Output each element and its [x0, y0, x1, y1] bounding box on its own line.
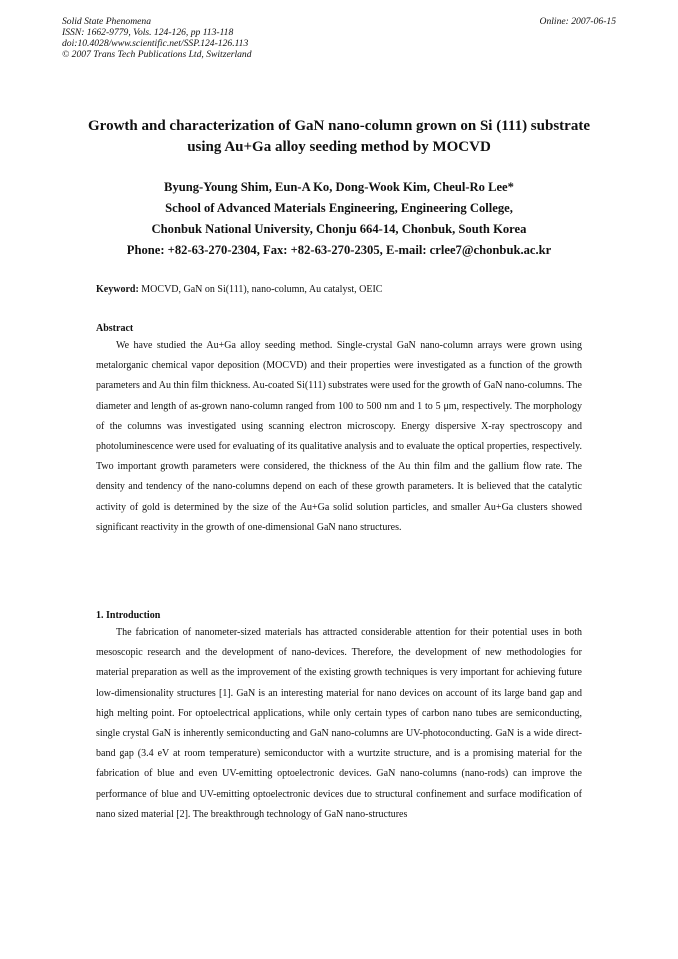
affiliation-line-1: School of Advanced Materials Engineering, Engineering College,: [165, 201, 513, 215]
doi-line[interactable]: doi:10.4028/www.scientific.net/SSP.124-126.113: [62, 38, 249, 49]
running-header: [62, 16, 616, 60]
abstract-heading: Abstract: [96, 323, 134, 334]
affiliation-line-2: Chonbuk National University, Chonju 664-14, Chonbuk, South Korea: [151, 222, 527, 236]
introduction-section: [96, 609, 582, 825]
online-date: Online: 2007-06-15: [539, 16, 616, 27]
keyword-list: MOCVD, GaN on Si(111), nano-column, Au catalyst, OEIC: [141, 284, 383, 295]
keyword-line: [96, 284, 582, 295]
title-line-1: Growth and characterization of GaN nano-column grown on Si (111) substrate: [88, 118, 590, 134]
keyword-label: Keyword:: [96, 284, 139, 295]
title-line-2: using Au+Ga alloy seeding method by MOCVD: [187, 139, 491, 155]
abstract-paragraph: We have studied the Au+Ga alloy seeding method. Single-crystal GaN nano-column arrays were grown using metalorganic chemical vapor deposition (MOCVD) and their properties were investigated as a function of the growth parameters and Au thin film thickness. Au-coated Si(111) substrates were used for the growth of GaN nano-columns. The diameter and length of as-grown nano-column ranged from 100 to 500 nm and 1 to 5 μm, respectively. The morphology of the columns was investigated using scanning electron microscopy. Energy dispersive X-ray spectroscopy and photoluminescence were used for evaluating of its qualitative analysis and to evaluate the optical properties, respectively. Two important growth parameters were considered, the thickness of the Au thin film and the gallium flow rate. The density and tendency of the nano-columns depend on each of these growth parameters. It is believed that the catalytic activity of gold is determined by the size of the Au+Ga solid solution particles, and smaller Au+Ga clusters showed significant reactivity in the growth of one-dimensional GaN nano structures.: [96, 340, 582, 533]
contact-line: Phone: +82-63-270-2304, Fax: +82-63-270-2305, E-mail: crlee7@chonbuk.ac.kr: [126, 243, 552, 257]
abstract-section: [96, 322, 582, 538]
journal-info: [62, 16, 616, 60]
author-list: Byung-Young Shim, Eun-A Ko, Dong-Wook Kim, Cheul-Ro Lee*: [164, 180, 514, 194]
issn-line: ISSN: 1662-9779, Vols. 124-126, pp 113-118: [62, 27, 234, 38]
introduction-paragraph: The fabrication of nanometer-sized materials has attracted considerable attention for their potential uses in both mesoscopic research and the development of nano-devices. Therefore, the development of new methodologies for material preparation as well as the improvement of the existing growth techniques is very important for achieving future low-dimensionality structures [1]. GaN is an interesting material for nano devices on account of its large band gap and high melting point. For optoelectrical applications, while only certain types of carbon nano tubes are semiconducting, single crystal GaN is inherently semiconducting and GaN nano-columns are UV-photoconducting. GaN is a wide direct-band gap (3.4 eV at room temperature) semiconductor with a wurtzite structure, and is a promising material for the fabrication of blue and even UV-emitting optoelectronic devices. GaN nano-columns (nano-rods) can improve the performance of blue and UV-emitting optoelectronic devices due to structural confinement and surface modification of nano sized material [2]. The breakthrough technology of GaN nano-structures: [96, 627, 582, 820]
author-block: [40, 177, 638, 261]
copyright-line: © 2007 Trans Tech Publications Ltd, Switzerland: [62, 49, 252, 60]
journal-name: Solid State Phenomena: [62, 16, 151, 27]
paper-title: [40, 116, 638, 158]
introduction-heading: 1. Introduction: [96, 610, 161, 621]
